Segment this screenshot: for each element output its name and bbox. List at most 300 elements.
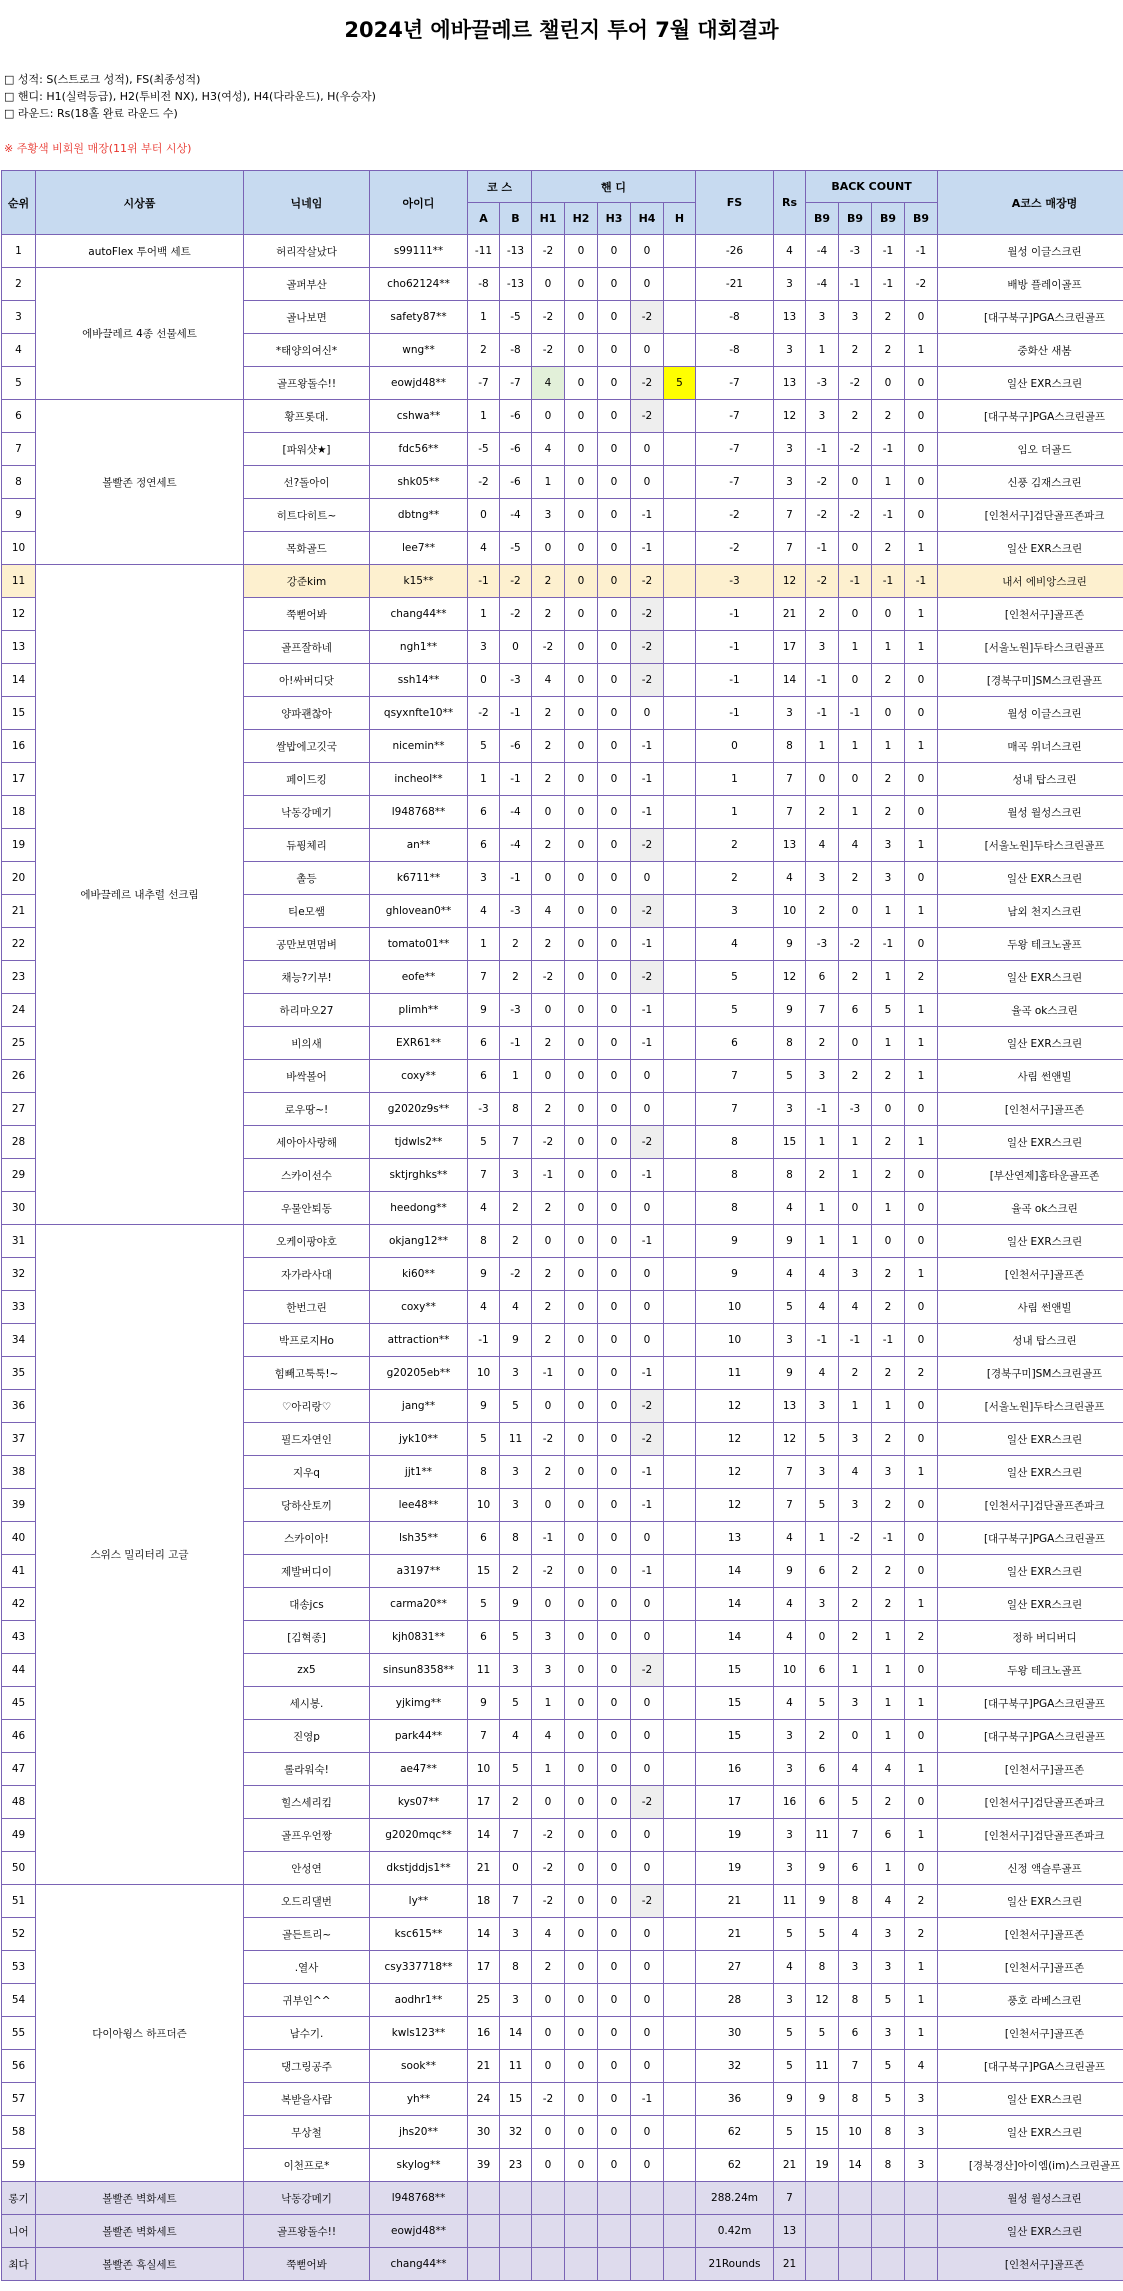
h4-cell: -2 xyxy=(631,565,664,598)
rs-cell: 3 xyxy=(774,1984,806,2017)
h3-cell: 0 xyxy=(598,2116,631,2149)
b4-cell: 1 xyxy=(905,1126,938,1159)
fs-cell: 10 xyxy=(696,1324,774,1357)
a-cell: 15 xyxy=(468,1555,500,1588)
h2-cell: 0 xyxy=(565,565,598,598)
h3-cell: 0 xyxy=(598,631,631,664)
results-table xyxy=(1,170,1123,2281)
b4-cell: 3 xyxy=(905,2149,938,2182)
nickname-cell: 비의새 xyxy=(244,1027,370,1060)
h-cell xyxy=(664,763,696,796)
h4-cell: 0 xyxy=(631,2017,664,2050)
header-rs: Rs xyxy=(774,171,806,235)
empty-cell xyxy=(468,2182,500,2215)
empty-cell xyxy=(806,2215,839,2248)
nickname-cell: 오케이팡야호 xyxy=(244,1225,370,1258)
h-cell xyxy=(664,1720,696,1753)
h3-cell: 0 xyxy=(598,1720,631,1753)
h-cell xyxy=(664,961,696,994)
h1-cell: 0 xyxy=(532,2050,565,2083)
b-cell: 2 xyxy=(500,1225,532,1258)
nickname-cell: 귀부인^^ xyxy=(244,1984,370,2017)
store-cell: 임오 더골드 xyxy=(938,433,1123,466)
b-cell: -8 xyxy=(500,334,532,367)
award-label-cell: 롱기 xyxy=(2,2182,36,2215)
rank-cell: 19 xyxy=(2,829,36,862)
h2-cell: 0 xyxy=(565,499,598,532)
id-cell: dbtng** xyxy=(370,499,468,532)
id-cell: wng** xyxy=(370,334,468,367)
b1-cell: -1 xyxy=(806,532,839,565)
id-cell: ngh1** xyxy=(370,631,468,664)
store-cell: 남외 천지스크린 xyxy=(938,895,1123,928)
id-cell: g2020z9s** xyxy=(370,1093,468,1126)
h4-cell: 0 xyxy=(631,862,664,895)
nickname-cell: 황프롯대. xyxy=(244,400,370,433)
nickname-cell: 안성연 xyxy=(244,1852,370,1885)
b1-cell: -2 xyxy=(806,499,839,532)
h3-cell: 0 xyxy=(598,1258,631,1291)
empty-cell xyxy=(839,2182,872,2215)
rank-cell: 13 xyxy=(2,631,36,664)
nickname-cell: 필드자연인 xyxy=(244,1423,370,1456)
rs-cell: 5 xyxy=(774,1291,806,1324)
store-cell: 월성 이글스크린 xyxy=(938,235,1123,268)
b3-cell: -1 xyxy=(872,433,905,466)
b1-cell: 1 xyxy=(806,1126,839,1159)
fs-cell: -1 xyxy=(696,598,774,631)
b2-cell: 2 xyxy=(839,1555,872,1588)
a-cell: -3 xyxy=(468,1093,500,1126)
id-cell: attraction** xyxy=(370,1324,468,1357)
h1-cell: 4 xyxy=(532,664,565,697)
h4-cell: -2 xyxy=(631,664,664,697)
b3-cell: 5 xyxy=(872,1984,905,2017)
b2-cell: 1 xyxy=(839,1225,872,1258)
b-cell: -2 xyxy=(500,598,532,631)
rs-cell: 12 xyxy=(774,400,806,433)
h4-cell: 0 xyxy=(631,1621,664,1654)
rank-cell: 44 xyxy=(2,1654,36,1687)
b3-cell: 1 xyxy=(872,1687,905,1720)
b1-cell: 1 xyxy=(806,334,839,367)
rs-cell: 3 xyxy=(774,268,806,301)
a-cell: 1 xyxy=(468,763,500,796)
h-cell xyxy=(664,1192,696,1225)
h1-cell: -1 xyxy=(532,1159,565,1192)
fs-cell: 21 xyxy=(696,1885,774,1918)
h1-cell: 2 xyxy=(532,1192,565,1225)
h-cell xyxy=(664,1225,696,1258)
header-h3: H3 xyxy=(598,203,631,235)
b-cell: -4 xyxy=(500,499,532,532)
rank-cell: 55 xyxy=(2,2017,36,2050)
store-cell: 일산 EXR스크린 xyxy=(938,961,1123,994)
a-cell: 14 xyxy=(468,1918,500,1951)
b1-cell: 2 xyxy=(806,598,839,631)
fs-cell: 36 xyxy=(696,2083,774,2116)
store-cell: 사림 썬앤빌 xyxy=(938,1060,1123,1093)
h3-cell: 0 xyxy=(598,1192,631,1225)
h-cell xyxy=(664,1621,696,1654)
h-cell xyxy=(664,301,696,334)
b-cell: -4 xyxy=(500,796,532,829)
b-cell: -1 xyxy=(500,1027,532,1060)
b3-cell: 0 xyxy=(872,598,905,631)
h4-cell: 0 xyxy=(631,1291,664,1324)
b2-cell: 0 xyxy=(839,1192,872,1225)
b2-cell: 1 xyxy=(839,796,872,829)
store-cell: 일산 EXR스크린 xyxy=(938,1126,1123,1159)
b3-cell: 3 xyxy=(872,862,905,895)
b1-cell: 3 xyxy=(806,631,839,664)
h1-cell: 2 xyxy=(532,565,565,598)
fs-cell: -2 xyxy=(696,499,774,532)
rank-cell: 56 xyxy=(2,2050,36,2083)
h1-cell: 0 xyxy=(532,1060,565,1093)
id-cell: sktjrghks** xyxy=(370,1159,468,1192)
b1-cell: 5 xyxy=(806,1489,839,1522)
b-cell: 5 xyxy=(500,1687,532,1720)
b4-cell: 1 xyxy=(905,1687,938,1720)
id-cell: chang44** xyxy=(370,598,468,631)
fs-cell: 27 xyxy=(696,1951,774,1984)
b4-cell: 0 xyxy=(905,1852,938,1885)
h3-cell: 0 xyxy=(598,2149,631,2182)
h4-cell: -2 xyxy=(631,1126,664,1159)
rank-cell: 37 xyxy=(2,1423,36,1456)
h1-cell: 0 xyxy=(532,1225,565,1258)
h4-cell: 0 xyxy=(631,1588,664,1621)
h3-cell: 0 xyxy=(598,796,631,829)
h-cell xyxy=(664,2083,696,2116)
b3-cell: 1 xyxy=(872,631,905,664)
h2-cell: 0 xyxy=(565,763,598,796)
b3-cell: 2 xyxy=(872,1555,905,1588)
fs-cell: 14 xyxy=(696,1555,774,1588)
store-cell: 일산 EXR스크린 xyxy=(938,1885,1123,1918)
header-h: H xyxy=(664,203,696,235)
h4-cell: -2 xyxy=(631,301,664,334)
rank-cell: 30 xyxy=(2,1192,36,1225)
b-cell: 3 xyxy=(500,1984,532,2017)
h2-cell: 0 xyxy=(565,1060,598,1093)
h3-cell: 0 xyxy=(598,2017,631,2050)
h3-cell: 0 xyxy=(598,1588,631,1621)
store-cell: [인천서구]골프존 xyxy=(938,2017,1123,2050)
rs-cell: 8 xyxy=(774,1159,806,1192)
h3-cell: 0 xyxy=(598,895,631,928)
a-cell: 6 xyxy=(468,1027,500,1060)
store-cell: [인천서구]골프존 xyxy=(938,1258,1123,1291)
h1-cell: -2 xyxy=(532,301,565,334)
store-cell: [서울노원]두타스크린골프 xyxy=(938,829,1123,862)
h2-cell: 0 xyxy=(565,1819,598,1852)
rs-cell: 3 xyxy=(774,1720,806,1753)
h4-cell: 0 xyxy=(631,1918,664,1951)
b4-cell: 0 xyxy=(905,1192,938,1225)
h4-cell: -2 xyxy=(631,1786,664,1819)
nickname-cell: 대송jcs xyxy=(244,1588,370,1621)
b1-cell: 1 xyxy=(806,1192,839,1225)
store-cell: 매곡 위너스크린 xyxy=(938,730,1123,763)
header-id: 아이디 xyxy=(370,171,468,235)
b1-cell: 3 xyxy=(806,1390,839,1423)
h2-cell: 0 xyxy=(565,400,598,433)
h4-cell: 0 xyxy=(631,1984,664,2017)
nickname-cell: 골프왕돌수!! xyxy=(244,367,370,400)
b3-cell: 2 xyxy=(872,1489,905,1522)
h4-cell: -1 xyxy=(631,1456,664,1489)
b3-cell: 1 xyxy=(872,1621,905,1654)
nickname-cell: 로우땅~! xyxy=(244,1093,370,1126)
b1-cell: 4 xyxy=(806,1258,839,1291)
rank-cell: 42 xyxy=(2,1588,36,1621)
fs-cell: -26 xyxy=(696,235,774,268)
rs-cell: 4 xyxy=(774,1621,806,1654)
b1-cell: 6 xyxy=(806,1654,839,1687)
rs-cell: 3 xyxy=(774,334,806,367)
store-cell: 정하 버디버디 xyxy=(938,1621,1123,1654)
fs-cell: -2 xyxy=(696,532,774,565)
a-cell: 30 xyxy=(468,2116,500,2149)
a-cell: 18 xyxy=(468,1885,500,1918)
b4-cell: 2 xyxy=(905,1621,938,1654)
b4-cell: 1 xyxy=(905,1027,938,1060)
fs-cell: 7 xyxy=(696,1093,774,1126)
id-cell: eowjd48** xyxy=(370,2215,468,2248)
id-cell: an** xyxy=(370,829,468,862)
b3-cell: 2 xyxy=(872,334,905,367)
store-cell: [대구북구]PGA스크린골프 xyxy=(938,301,1123,334)
fs-cell: 12 xyxy=(696,1423,774,1456)
a-cell: 8 xyxy=(468,1225,500,1258)
a-cell: -2 xyxy=(468,697,500,730)
rank-cell: 58 xyxy=(2,2116,36,2149)
a-cell: 2 xyxy=(468,334,500,367)
h4-cell: 0 xyxy=(631,1819,664,1852)
a-cell: 21 xyxy=(468,1852,500,1885)
nickname-cell: 스카이선수 xyxy=(244,1159,370,1192)
b3-cell: -1 xyxy=(872,1324,905,1357)
store-cell: 성내 탑스크린 xyxy=(938,1324,1123,1357)
b-cell: -2 xyxy=(500,565,532,598)
nickname-cell: 티e모쌤 xyxy=(244,895,370,928)
b2-cell: 3 xyxy=(839,1687,872,1720)
h4-cell: 0 xyxy=(631,1192,664,1225)
h3-cell: 0 xyxy=(598,565,631,598)
h4-cell: -1 xyxy=(631,928,664,961)
b3-cell: 5 xyxy=(872,2050,905,2083)
a-cell: 10 xyxy=(468,1489,500,1522)
h2-cell: 0 xyxy=(565,1621,598,1654)
empty-cell xyxy=(905,2248,938,2281)
b1-cell: -1 xyxy=(806,1324,839,1357)
b-cell: 3 xyxy=(500,1159,532,1192)
nickname-cell: [파워샷★] xyxy=(244,433,370,466)
h4-cell: -1 xyxy=(631,1225,664,1258)
rank-cell: 10 xyxy=(2,532,36,565)
rs-cell: 7 xyxy=(774,532,806,565)
b4-cell: 0 xyxy=(905,1390,938,1423)
store-cell: [인천서구]검단골프존파크 xyxy=(938,1819,1123,1852)
store-cell: [인천서구]골프존 xyxy=(938,1918,1123,1951)
b1-cell: 1 xyxy=(806,730,839,763)
b2-cell: -2 xyxy=(839,499,872,532)
fs-cell: -7 xyxy=(696,433,774,466)
rs-cell: 15 xyxy=(774,1126,806,1159)
h2-cell: 0 xyxy=(565,1357,598,1390)
id-cell: k15** xyxy=(370,565,468,598)
h2-cell: 0 xyxy=(565,2083,598,2116)
h4-cell: 0 xyxy=(631,466,664,499)
b1-cell: 11 xyxy=(806,2050,839,2083)
id-cell: park44** xyxy=(370,1720,468,1753)
nickname-cell: 쭉뻗어봐 xyxy=(244,2248,370,2281)
a-cell: -2 xyxy=(468,466,500,499)
rs-cell: 4 xyxy=(774,1258,806,1291)
h3-cell: 0 xyxy=(598,1390,631,1423)
award-label-cell: 니어 xyxy=(2,2215,36,2248)
a-cell: 4 xyxy=(468,1192,500,1225)
h4-cell: -2 xyxy=(631,1423,664,1456)
a-cell: 6 xyxy=(468,1060,500,1093)
empty-cell xyxy=(664,2215,696,2248)
b2-cell: 2 xyxy=(839,1357,872,1390)
rank-cell: 50 xyxy=(2,1852,36,1885)
h-cell xyxy=(664,334,696,367)
b2-cell: 7 xyxy=(839,2050,872,2083)
id-cell: cshwa** xyxy=(370,400,468,433)
rs-cell: 5 xyxy=(774,2116,806,2149)
a-cell: 9 xyxy=(468,1687,500,1720)
nickname-cell: 박프로지Ho xyxy=(244,1324,370,1357)
rs-cell: 3 xyxy=(774,1324,806,1357)
h3-cell: 0 xyxy=(598,1786,631,1819)
h-cell xyxy=(664,895,696,928)
nickname-cell: 허리작살났다 xyxy=(244,235,370,268)
header-fs: FS xyxy=(696,171,774,235)
b3-cell: 8 xyxy=(872,2116,905,2149)
h2-cell: 0 xyxy=(565,2149,598,2182)
b3-cell: 2 xyxy=(872,664,905,697)
store-cell: 일산 EXR스크린 xyxy=(938,1456,1123,1489)
fs-cell: -1 xyxy=(696,664,774,697)
h2-cell: 0 xyxy=(565,1027,598,1060)
rank-cell: 12 xyxy=(2,598,36,631)
nickname-cell: 이천프로* xyxy=(244,2149,370,2182)
h-cell xyxy=(664,697,696,730)
b2-cell: 2 xyxy=(839,334,872,367)
h2-cell: 0 xyxy=(565,730,598,763)
fs-cell: -8 xyxy=(696,334,774,367)
table-row xyxy=(2,1885,1123,1918)
a-cell: 3 xyxy=(468,862,500,895)
h-cell xyxy=(664,2050,696,2083)
empty-cell xyxy=(598,2248,631,2281)
nickname-cell: 오드리댈번 xyxy=(244,1885,370,1918)
nickname-cell: 목화골드 xyxy=(244,532,370,565)
h1-cell: 4 xyxy=(532,895,565,928)
fs-cell: 17 xyxy=(696,1786,774,1819)
h2-cell: 0 xyxy=(565,631,598,664)
h2-cell: 0 xyxy=(565,466,598,499)
rank-cell: 51 xyxy=(2,1885,36,1918)
b1-cell: 1 xyxy=(806,1225,839,1258)
b4-cell: 0 xyxy=(905,1225,938,1258)
b1-cell: 5 xyxy=(806,1423,839,1456)
b2-cell: -2 xyxy=(839,367,872,400)
id-cell: s99111** xyxy=(370,235,468,268)
empty-cell xyxy=(500,2182,532,2215)
rs-cell: 7 xyxy=(774,763,806,796)
h3-cell: 0 xyxy=(598,2050,631,2083)
store-cell: [경북구미]SM스크린골프 xyxy=(938,664,1123,697)
rs-cell: 7 xyxy=(774,1489,806,1522)
h1-cell: 4 xyxy=(532,1918,565,1951)
h1-cell: 3 xyxy=(532,1621,565,1654)
a-cell: 5 xyxy=(468,730,500,763)
rank-cell: 20 xyxy=(2,862,36,895)
b-cell: -4 xyxy=(500,829,532,862)
b-cell: 8 xyxy=(500,1093,532,1126)
h-cell xyxy=(664,1423,696,1456)
b2-cell: 6 xyxy=(839,994,872,1027)
header-b9-3: B9 xyxy=(872,203,905,235)
b-cell: -6 xyxy=(500,730,532,763)
nickname-cell: .열사 xyxy=(244,1951,370,1984)
id-cell: ki60** xyxy=(370,1258,468,1291)
b2-cell: 2 xyxy=(839,961,872,994)
rs-cell: 21 xyxy=(774,2149,806,2182)
h4-cell: 0 xyxy=(631,1522,664,1555)
h-cell xyxy=(664,1489,696,1522)
h3-cell: 0 xyxy=(598,1423,631,1456)
store-cell: 중화산 새봄 xyxy=(938,334,1123,367)
rank-cell: 57 xyxy=(2,2083,36,2116)
fs-cell: 2 xyxy=(696,829,774,862)
h2-cell: 0 xyxy=(565,697,598,730)
b3-cell: 2 xyxy=(872,1258,905,1291)
h-cell xyxy=(664,928,696,961)
store-cell: 월성 월성스크린 xyxy=(938,796,1123,829)
b1-cell: 7 xyxy=(806,994,839,1027)
b4-cell: 1 xyxy=(905,895,938,928)
h3-cell: 0 xyxy=(598,1357,631,1390)
nickname-cell: 무상철 xyxy=(244,2116,370,2149)
a-cell: 39 xyxy=(468,2149,500,2182)
b-cell: -3 xyxy=(500,994,532,1027)
empty-cell xyxy=(872,2182,905,2215)
id-cell: jhs20** xyxy=(370,2116,468,2149)
h2-cell: 0 xyxy=(565,235,598,268)
b-cell: 3 xyxy=(500,1357,532,1390)
h3-cell: 0 xyxy=(598,598,631,631)
b1-cell: -1 xyxy=(806,433,839,466)
h3-cell: 0 xyxy=(598,1687,631,1720)
rs-cell: 4 xyxy=(774,1588,806,1621)
empty-cell xyxy=(839,2215,872,2248)
store-cell: [대구북구]PGA스크린골프 xyxy=(938,1522,1123,1555)
b1-cell: -4 xyxy=(806,268,839,301)
rs-cell: 8 xyxy=(774,730,806,763)
rank-cell: 38 xyxy=(2,1456,36,1489)
id-cell: lsh35** xyxy=(370,1522,468,1555)
store-cell: [경북구미]SM스크린골프 xyxy=(938,1357,1123,1390)
h-cell xyxy=(664,1555,696,1588)
h3-cell: 0 xyxy=(598,1885,631,1918)
id-cell: lee7** xyxy=(370,532,468,565)
